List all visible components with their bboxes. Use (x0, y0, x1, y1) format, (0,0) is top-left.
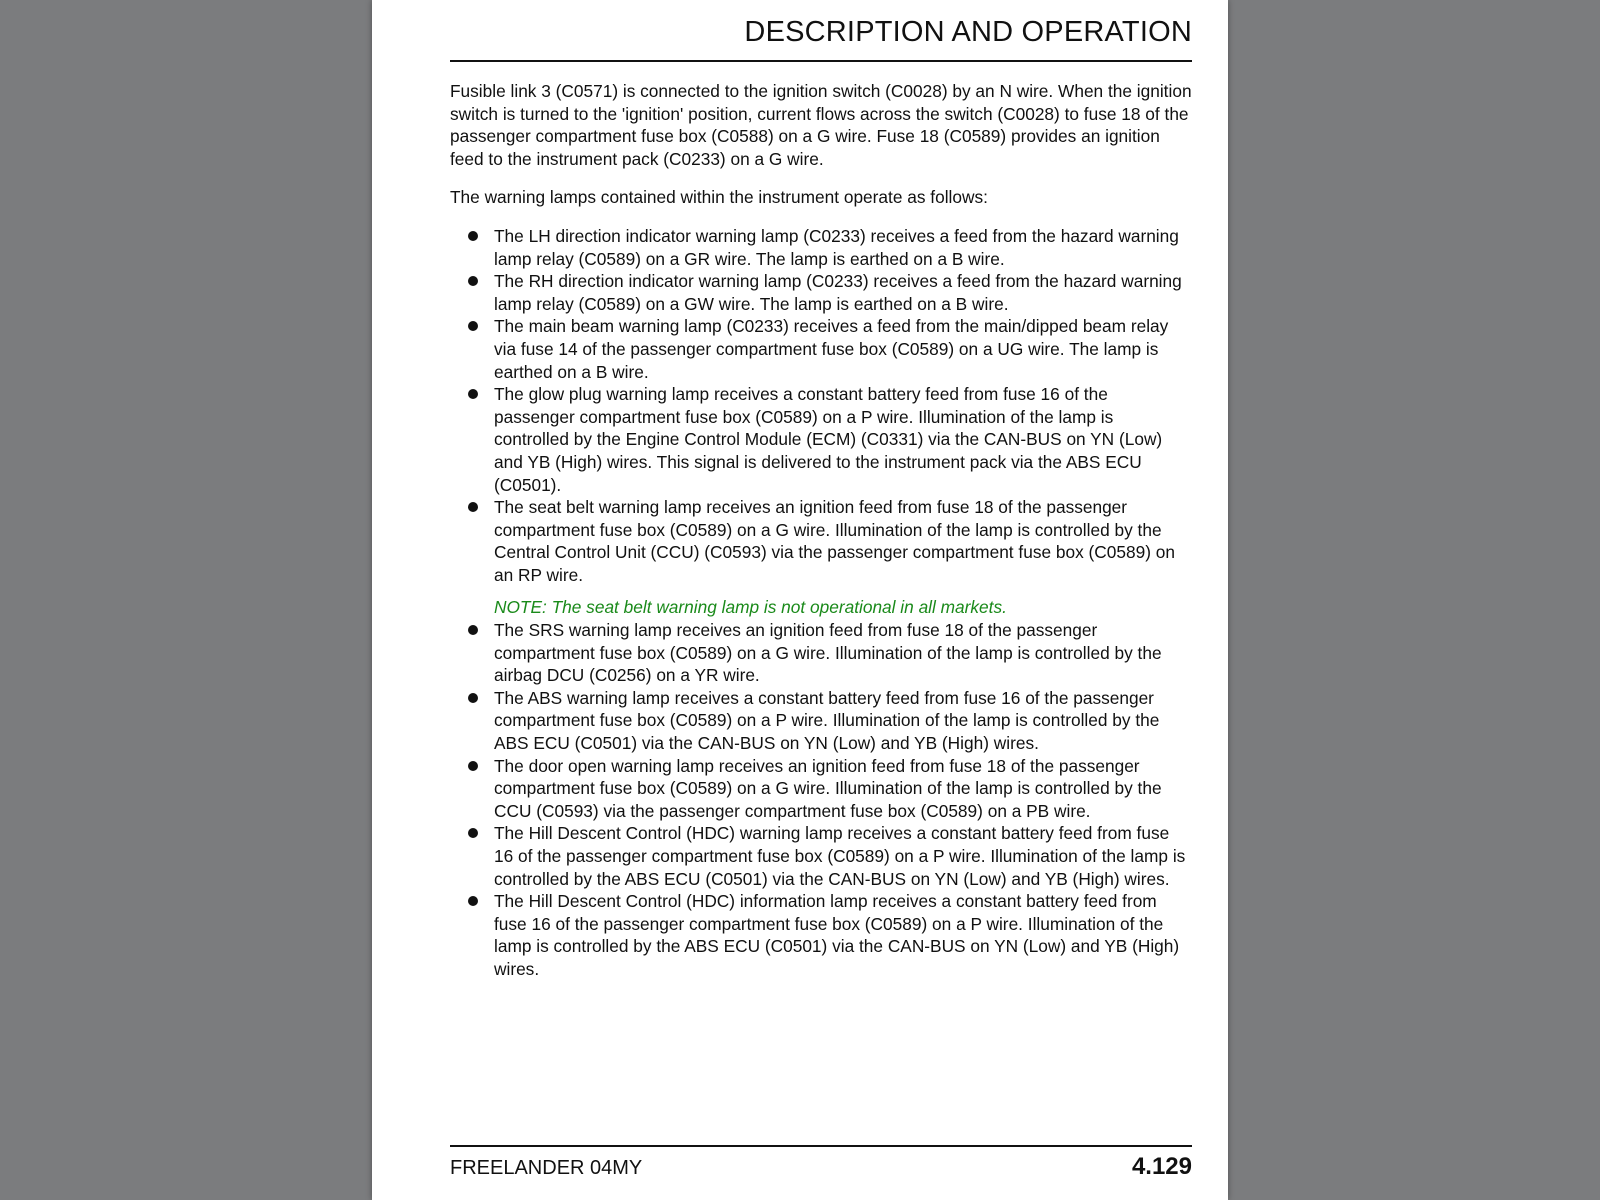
list-item (450, 822, 1192, 890)
list-item (450, 496, 1192, 586)
bullet-list-a (450, 225, 1192, 587)
list-item (450, 619, 1192, 687)
bullet-list-b (450, 619, 1192, 981)
lead-paragraph: The warning lamps contained within the instrument operate as follows: (450, 187, 988, 208)
list-item-text: The main beam warning lamp (C0233) receives a feed from the main/dipped beam relay via fuse 14 of the passenger compartment fuse box (C0589) on a UG wire. The lamp is earthed on a B wire. (494, 316, 1169, 382)
list-item (450, 755, 1192, 823)
list-item-text: The Hill Descent Control (HDC) information lamp receives a constant battery feed from fuse 16 of the passenger compartment fuse box (C0589) on a P wire. Illumination of the lamp is controlled by the ABS ECU (C0501) via the CAN-BUS on YN (Low) and YB (High) wires. (494, 891, 1180, 979)
list-item (450, 315, 1192, 383)
list-item (450, 225, 1192, 270)
list-item-text: The seat belt warning lamp receives an ignition feed from fuse 18 of the passenger compartment fuse box (C0589) on a G wire. Illumination of the lamp is controlled by the Central Control Unit (CCU) (C0593) via the passenger compartment fuse box (C0589) on an RP wire. (494, 497, 1175, 585)
bullet-icon (468, 625, 478, 635)
list-item (450, 890, 1192, 980)
list-item (450, 270, 1192, 315)
list-item (450, 383, 1192, 496)
note-text: NOTE: The seat belt warning lamp is not operational in all markets. (494, 597, 1007, 618)
list-item-text: The RH direction indicator warning lamp (C0233) receives a feed from the hazard warning lamp relay (C0589) on a GW wire. The lamp is earthed on a B wire. (494, 271, 1182, 314)
list-item-text: The ABS warning lamp receives a constant battery feed from fuse 16 of the passenger compartment fuse box (C0589) on a P wire. Illumination of the lamp is controlled by the ABS ECU (C0501) via the CAN-BUS on YN (Low) and YB (High) wires. (494, 687, 1160, 754)
page-content (450, 80, 1192, 981)
page-title: DESCRIPTION AND OPERATION (744, 16, 1192, 48)
list-item-text: The glow plug warning lamp receives a constant battery feed from fuse 16 of the passenger compartment fuse box (C0589) on a P wire. Illumination of the lamp is controlled by the Engine Control Module (ECM) (C0331) via the CAN-BUS on YN (Low) and YB (High) wires. This signal is delivered to the instrument pack via the ABS ECU (C0501). (494, 384, 1163, 495)
bullet-icon (468, 389, 478, 399)
list-item-text: The door open warning lamp receives an ignition feed from fuse 18 of the passenger compartment fuse box (C0589) on a G wire. Illumination of the lamp is controlled by the CCU (C0593) via the passenger compartment fuse box (C0589) on a PB wire. (494, 755, 1162, 821)
list-item-text: The LH direction indicator warning lamp (C0233) receives a feed from the hazard warning lamp relay (C0589) on a GR wire. The lamp is earthed on a B wire. (494, 225, 1179, 269)
bullet-icon (468, 896, 478, 906)
bullet-icon (468, 828, 478, 838)
bullet-icon (468, 761, 478, 771)
header-divider (450, 60, 1192, 62)
bullet-icon (468, 321, 478, 331)
list-item-text: The Hill Descent Control (HDC) warning lamp receives a constant battery feed from fuse 16 of the passenger compartment fuse box (C0589) on a P wire. Illumination of the lamp is controlled by the ABS ECU (C0501) via the CAN-BUS on YN (Low) and YB (High) wires. (494, 823, 1186, 889)
list-item-text: The SRS warning lamp receives an ignition feed from fuse 18 of the passenger compartment fuse box (C0589) on a G wire. Illumination of the lamp is controlled by the airbag DCU (C0256) on a YR wire. (494, 620, 1162, 686)
document-page (372, 0, 1228, 1200)
bullet-icon (468, 502, 478, 512)
intro-paragraph: Fusible link 3 (C0571) is connected to the ignition switch (C0028) by an N wire. When the ignition switch is turned to the 'ignition' position, current flows across the switch (C0028) to fuse 18 of the passenger compartment fuse box (C0588) on a G wire. Fuse 18 (C0589) provides an ignition feed to the instrument pack (C0233) on a G wire. (450, 81, 1192, 169)
footer-divider (450, 1145, 1192, 1147)
bullet-icon (468, 276, 478, 286)
bullet-icon (468, 693, 478, 703)
bullet-icon (468, 231, 478, 241)
list-item (450, 687, 1192, 755)
footer-model: FREELANDER 04MY (450, 1157, 643, 1179)
page-number: 4.129 (1131, 1153, 1192, 1180)
